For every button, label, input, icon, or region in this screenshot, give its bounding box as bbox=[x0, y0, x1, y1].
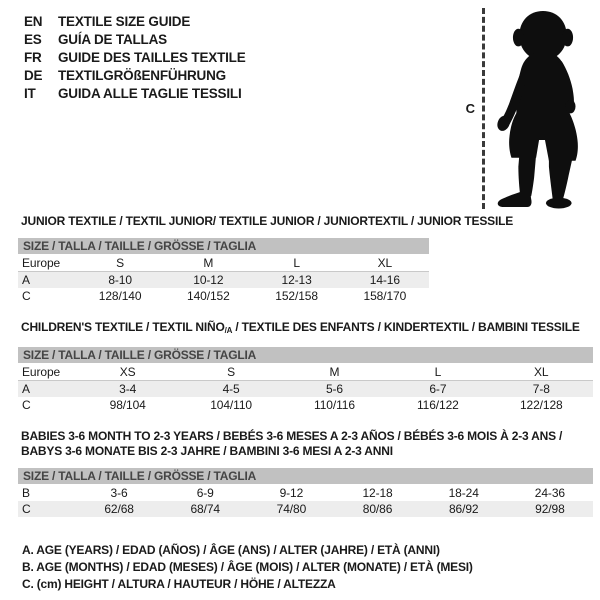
size-table-junior bbox=[18, 255, 429, 304]
footnote-height-cm: C. (cm) HEIGHT / ALTURA / HAUTEUR / HÖHE / ALTEZZA bbox=[22, 577, 336, 591]
size-cell: 3-4 bbox=[119, 382, 137, 396]
size-cell: L bbox=[253, 255, 341, 272]
size-figure bbox=[466, 8, 595, 209]
size-cell: 14-16 bbox=[369, 273, 400, 287]
size-cell: 98/104 bbox=[109, 398, 146, 412]
size-cell: 92/98 bbox=[535, 502, 565, 516]
language-row bbox=[24, 13, 246, 31]
language-code: EN bbox=[24, 14, 43, 29]
size-cell: 122/128 bbox=[519, 398, 563, 412]
table-title-subscript: /A bbox=[224, 326, 233, 335]
size-cell: 7-8 bbox=[532, 382, 550, 396]
row-label: A bbox=[22, 382, 30, 396]
size-cell: 80/86 bbox=[362, 502, 393, 516]
size-cell: 24-36 bbox=[534, 486, 565, 500]
table-title bbox=[21, 320, 593, 338]
size-cell: 6-7 bbox=[429, 382, 447, 396]
measure-dashed-line bbox=[482, 8, 485, 209]
language-row bbox=[24, 85, 246, 103]
size-cell: 5-6 bbox=[325, 382, 343, 396]
table-row bbox=[18, 381, 593, 398]
language-label: TEXTILGRÖßENFÜHRUNG bbox=[58, 68, 226, 83]
size-cell: 140/152 bbox=[187, 289, 230, 303]
size-cell: XS bbox=[76, 364, 179, 381]
language-label: GUÍA DE TALLAS bbox=[58, 32, 167, 47]
row-label: A bbox=[22, 273, 30, 287]
size-cell: 116/122 bbox=[416, 398, 459, 412]
row-label: C bbox=[22, 398, 31, 412]
size-cell: 74/80 bbox=[276, 502, 307, 516]
table-title-text: JUNIOR TEXTILE / TEXTIL JUNIOR/ TEXTILE JUNIOR / JUNIORTEXTIL / JUNIOR TESSILE bbox=[21, 214, 514, 228]
language-list bbox=[24, 13, 246, 103]
size-tables-content bbox=[18, 214, 593, 593]
size-cell: 9-12 bbox=[279, 486, 304, 500]
footnote-age-years: A. AGE (YEARS) / EDAD (AÑOS) / ÂGE (ANS) / ALTER (JAHRE) / ETÀ (ANNI) bbox=[22, 543, 440, 557]
language-row bbox=[24, 67, 246, 85]
size-cell: 12-13 bbox=[281, 273, 312, 287]
row-label: B bbox=[22, 486, 30, 500]
size-table-children bbox=[18, 364, 593, 413]
size-cell: 6-9 bbox=[196, 486, 214, 500]
table-row bbox=[18, 397, 593, 413]
size-cell: 18-24 bbox=[448, 486, 479, 500]
table-row bbox=[18, 485, 593, 501]
size-cell: 4-5 bbox=[222, 382, 240, 396]
language-code: FR bbox=[24, 50, 42, 65]
language-code: ES bbox=[24, 32, 42, 47]
footnotes bbox=[22, 542, 593, 593]
size-cell: 86/92 bbox=[448, 502, 479, 516]
size-table-babies bbox=[18, 485, 593, 517]
size-cell: 62/68 bbox=[104, 502, 134, 516]
row-label: C bbox=[22, 289, 31, 303]
size-cell: 128/140 bbox=[98, 289, 142, 303]
junior-table-section bbox=[18, 214, 593, 304]
table-title-line2: BABYS 3-6 MONATE BIS 2-3 JAHRE / BAMBINI 3-6 MESI A 2-3 ANNI bbox=[21, 444, 393, 458]
size-cell: 8-10 bbox=[108, 273, 132, 287]
language-row bbox=[24, 31, 246, 49]
table-title-text: BABIES 3-6 MONTH TO 2-3 YEARS / BEBÉS 3-6 MESES A 2-3 AÑOS / BÉBÉS 3-6 MOIS À 2-3 ANS / bbox=[21, 429, 563, 443]
table-row bbox=[18, 501, 593, 517]
row-label: C bbox=[22, 502, 31, 516]
table-title bbox=[21, 429, 593, 459]
size-header-bar: SIZE / TALLA / TAILLE / GRÖSSE / TAGLIA bbox=[18, 468, 593, 484]
size-cell: 12-18 bbox=[362, 486, 393, 500]
baby-silhouette-icon bbox=[491, 8, 595, 209]
size-cell: 68/74 bbox=[190, 502, 220, 516]
row-label: Europe bbox=[18, 364, 76, 381]
table-row bbox=[18, 272, 429, 289]
language-row bbox=[24, 49, 246, 67]
size-cell: 104/110 bbox=[210, 398, 252, 412]
size-cell: S bbox=[76, 255, 164, 272]
table-row bbox=[18, 364, 593, 381]
table-row bbox=[18, 288, 429, 304]
size-cell: 10-12 bbox=[193, 273, 224, 287]
size-cell: M bbox=[164, 255, 252, 272]
table-title bbox=[21, 214, 593, 229]
table-row bbox=[18, 255, 429, 272]
size-header-bar: SIZE / TALLA / TAILLE / GRÖSSE / TAGLIA bbox=[18, 347, 593, 363]
language-label: GUIDE DES TAILLES TEXTILE bbox=[58, 50, 246, 65]
children-table-section bbox=[18, 320, 593, 413]
size-cell: 110/116 bbox=[314, 398, 355, 412]
size-cell: S bbox=[179, 364, 282, 381]
size-header-bar: SIZE / TALLA / TAILLE / GRÖSSE / TAGLIA bbox=[18, 238, 429, 254]
language-code: DE bbox=[24, 68, 43, 83]
height-measure-label: C bbox=[465, 101, 475, 116]
size-cell: M bbox=[283, 364, 386, 381]
size-cell: L bbox=[386, 364, 489, 381]
size-cell: XL bbox=[341, 255, 429, 272]
language-code: IT bbox=[24, 86, 36, 101]
size-cell: XL bbox=[490, 364, 593, 381]
babies-table-section bbox=[18, 429, 593, 517]
language-label: TEXTILE SIZE GUIDE bbox=[58, 14, 191, 29]
language-label: GUIDA ALLE TAGLIE TESSILI bbox=[58, 86, 242, 101]
size-cell: 3-6 bbox=[110, 486, 128, 500]
size-cell: 152/158 bbox=[275, 289, 318, 303]
table-title-text: / TEXTILE DES ENFANTS / KINDERTEXTIL / BAMBINI TESSILE bbox=[232, 320, 580, 334]
footnote-age-months: B. AGE (MONTHS) / EDAD (MESES) / ÂGE (MOIS) / ALTER (MONATE) / ETÀ (MESI) bbox=[22, 560, 473, 574]
row-label: Europe bbox=[18, 255, 76, 272]
table-title-text: CHILDREN'S TEXTILE / TEXTIL NIÑO bbox=[21, 320, 225, 334]
size-cell: 158/170 bbox=[363, 289, 407, 303]
